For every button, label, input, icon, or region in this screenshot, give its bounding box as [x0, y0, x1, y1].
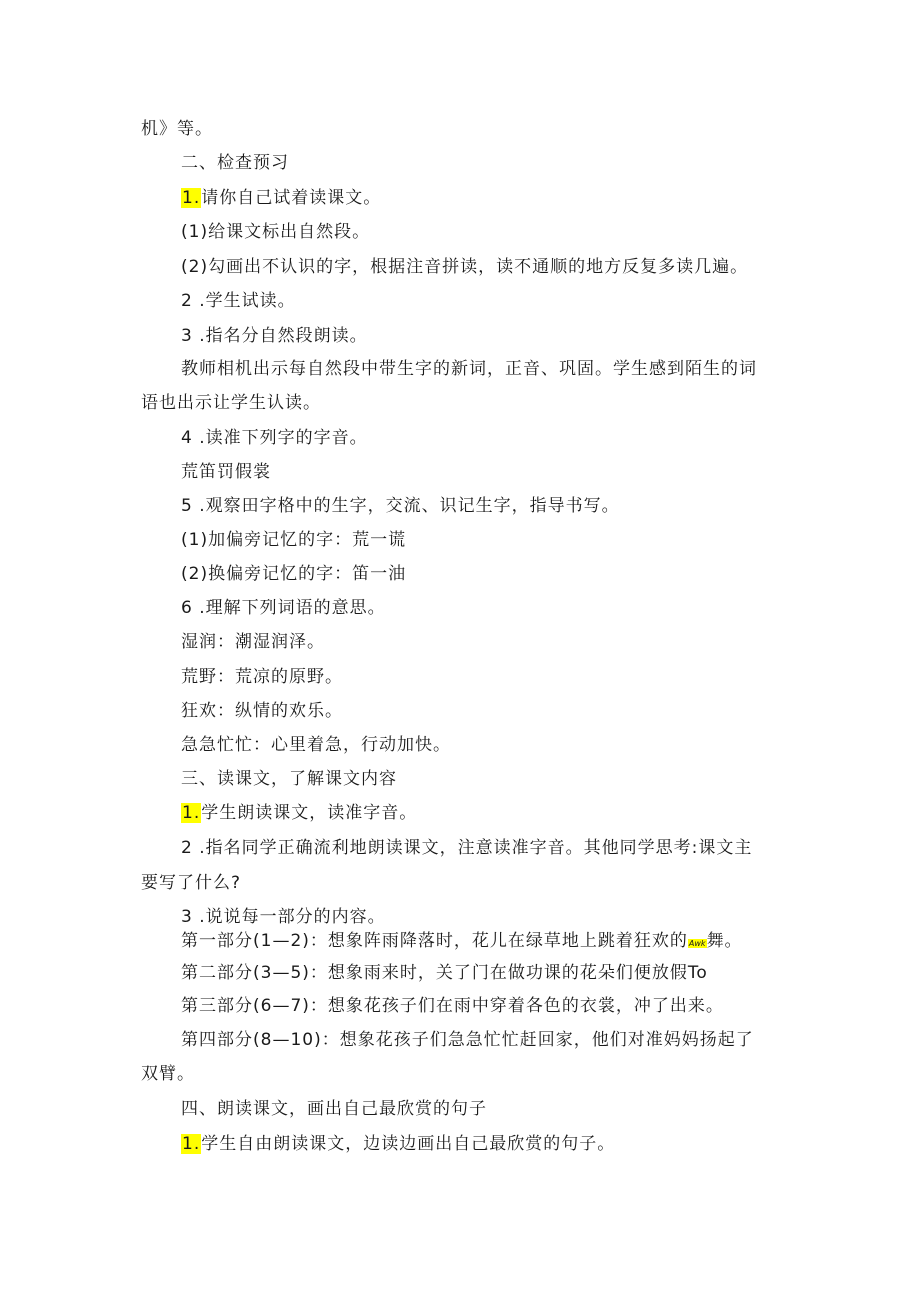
ocr-mark: Awk [688, 939, 706, 948]
list-item-text: 学生朗读课文，读准字音。 [201, 803, 418, 823]
list-item: 3 .指名分自然段朗读。 [181, 326, 368, 346]
highlighted-number: 1. [182, 1134, 201, 1154]
text-line [181, 930, 743, 955]
text-line: 第四部分(8—10)：想象花孩子们急急忙忙赶回家，他们对准妈妈扬起了 [181, 1030, 754, 1050]
list-item: 5 .观察田字格中的生字，交流、识记生字，指导书写。 [181, 496, 620, 516]
text-line: (2)勾画出不认识的字，根据注音拼读，读不通顺的地方反复多读几遍。 [181, 257, 749, 277]
text-line: (1)给课文标出自然段。 [181, 222, 371, 242]
text-segment: 舞。 [706, 931, 743, 951]
text-line: 狂欢：纵情的欢乐。 [181, 701, 343, 721]
text-line: 2 .指名同学正确流利地朗读课文，注意读准字音。其他同学思考:课文主 [181, 838, 753, 858]
list-item-text: 请你自己试着读课文。 [201, 188, 382, 208]
list-item: 6 .理解下列词语的意思。 [181, 598, 386, 618]
text-line: (2)换偏旁记忆的字：笛一油 [181, 564, 407, 584]
section-heading: 二、检查预习 [181, 153, 289, 173]
highlighted-number: 1. [182, 803, 201, 823]
list-item: 3 .说说每一部分的内容。 [181, 907, 386, 927]
list-item: 4 .读准下列字的字音。 [181, 428, 368, 448]
highlighted-number: 1. [182, 188, 201, 208]
section-heading: 三、读课文，了解课文内容 [181, 769, 397, 789]
list-item [181, 802, 417, 824]
text-line: 语也出示让学生认读。 [141, 393, 321, 413]
text-line: 双臂。 [141, 1064, 195, 1084]
text-line: 荒笛罚假裳 [181, 462, 271, 482]
text-line: 第三部分(6—7)：想象花孩子们在雨中穿着各色的衣裳，冲了出来。 [181, 996, 724, 1016]
text-segment: 第一部分(1—2)：想象阵雨降落时，花儿在绿草地上跳着狂欢的 [181, 931, 688, 951]
text-line: 荒野：荒凉的原野。 [181, 667, 343, 687]
list-item [181, 187, 381, 209]
section-heading: 四、朗读课文，画出自己最欣赏的句子 [181, 1099, 487, 1119]
list-item: 2 .学生试读。 [181, 291, 296, 311]
text-line: 急急忙忙：心里着急，行动加快。 [181, 735, 451, 755]
list-item-text: 学生自由朗读课文，边读边画出自己最欣赏的句子。 [201, 1134, 616, 1154]
text-line: 第二部分(3—5)：想象雨来时，关了门在做功课的花朵们便放假To [181, 963, 708, 983]
text-line: 机》等。 [141, 119, 213, 139]
text-line: 要写了什么? [141, 873, 242, 893]
text-line: (1)加偏旁记忆的字：荒一谎 [181, 530, 407, 550]
text-line: 湿润：潮湿润泽。 [181, 632, 325, 652]
text-line: 教师相机出示每自然段中带生字的新词，正音、巩固。学生感到陌生的词 [181, 359, 757, 379]
list-item [181, 1133, 615, 1155]
